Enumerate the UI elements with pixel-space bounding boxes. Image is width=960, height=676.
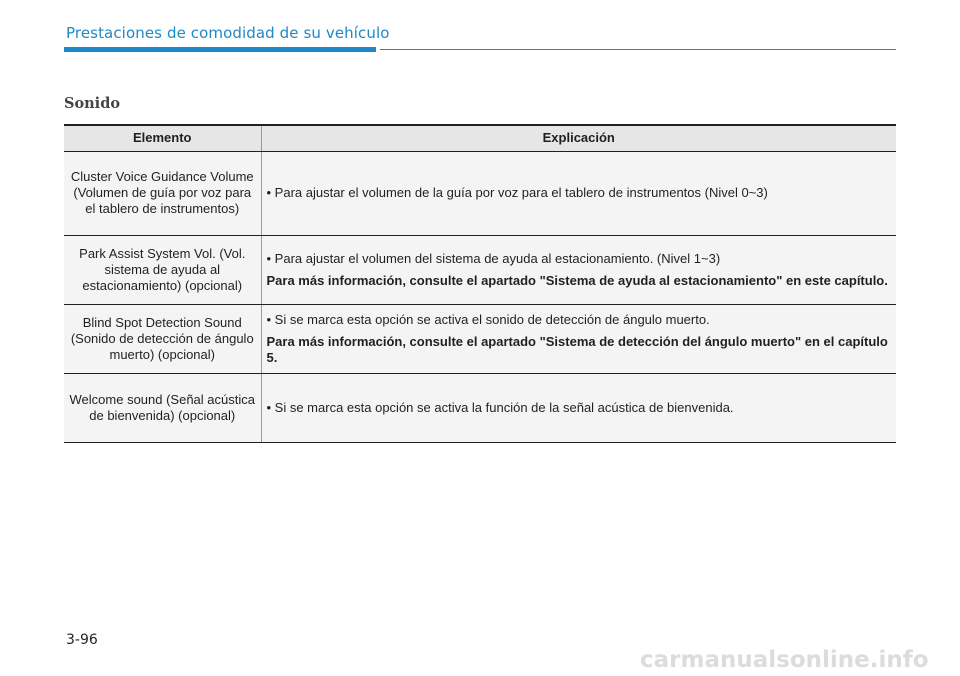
element-cell: Blind Spot Detection Sound (Sonido de detección de ángulo muerto) (opcional) — [64, 304, 261, 373]
column-header-element: Elemento — [64, 125, 261, 151]
header-accent-bar — [64, 47, 376, 52]
explanation-text: • Si se marca esta opción se activa la función de la señal acústica de bienvenida. — [266, 399, 734, 415]
explanation-cell — [261, 373, 896, 442]
explanation-cell — [261, 304, 896, 373]
element-cell: Welcome sound (Señal acústica de bienvenida) (opcional) — [64, 373, 261, 442]
element-cell: Park Assist System Vol. (Vol. sistema de ayuda al estacionamiento) (opcional) — [64, 235, 261, 304]
chapter-title: Prestaciones de comodidad de su vehículo — [66, 24, 390, 42]
table-header-row — [64, 125, 896, 151]
explanation-text: • Para ajustar el volumen del sistema de ayuda al estacionamiento. (Nivel 1~3) — [266, 250, 721, 266]
explanation-cell — [261, 235, 896, 304]
table-row — [64, 373, 896, 442]
explanation-cell — [261, 151, 896, 235]
table-row — [64, 304, 896, 373]
table-row — [64, 235, 896, 304]
explanation-text: • Si se marca esta opción se activa el sonido de detección de ángulo muerto. — [266, 311, 710, 327]
page-number: 3-96 — [66, 632, 98, 648]
explanation-note: Para más información, consulte el apartado "Sistema de detección del ángulo muerto" en el capítulo 5. — [266, 333, 888, 365]
section-title: Sonido — [64, 95, 121, 112]
watermark-text: carmanualsonline.info — [640, 647, 929, 673]
column-header-explanation: Explicación — [261, 125, 896, 151]
explanation-text: • Para ajustar el volumen de la guía por voz para el tablero de instrumentos (Nivel 0~3) — [266, 185, 768, 200]
header-rule — [380, 49, 896, 50]
explanation-note: Para más información, consulte el apartado "Sistema de ayuda al estacionamiento" en este capítulo. — [266, 272, 888, 288]
sound-settings-table — [64, 124, 896, 443]
element-cell: Cluster Voice Guidance Volume (Volumen de guía por voz para el tablero de instrumentos) — [64, 151, 261, 235]
table-row — [64, 151, 896, 235]
